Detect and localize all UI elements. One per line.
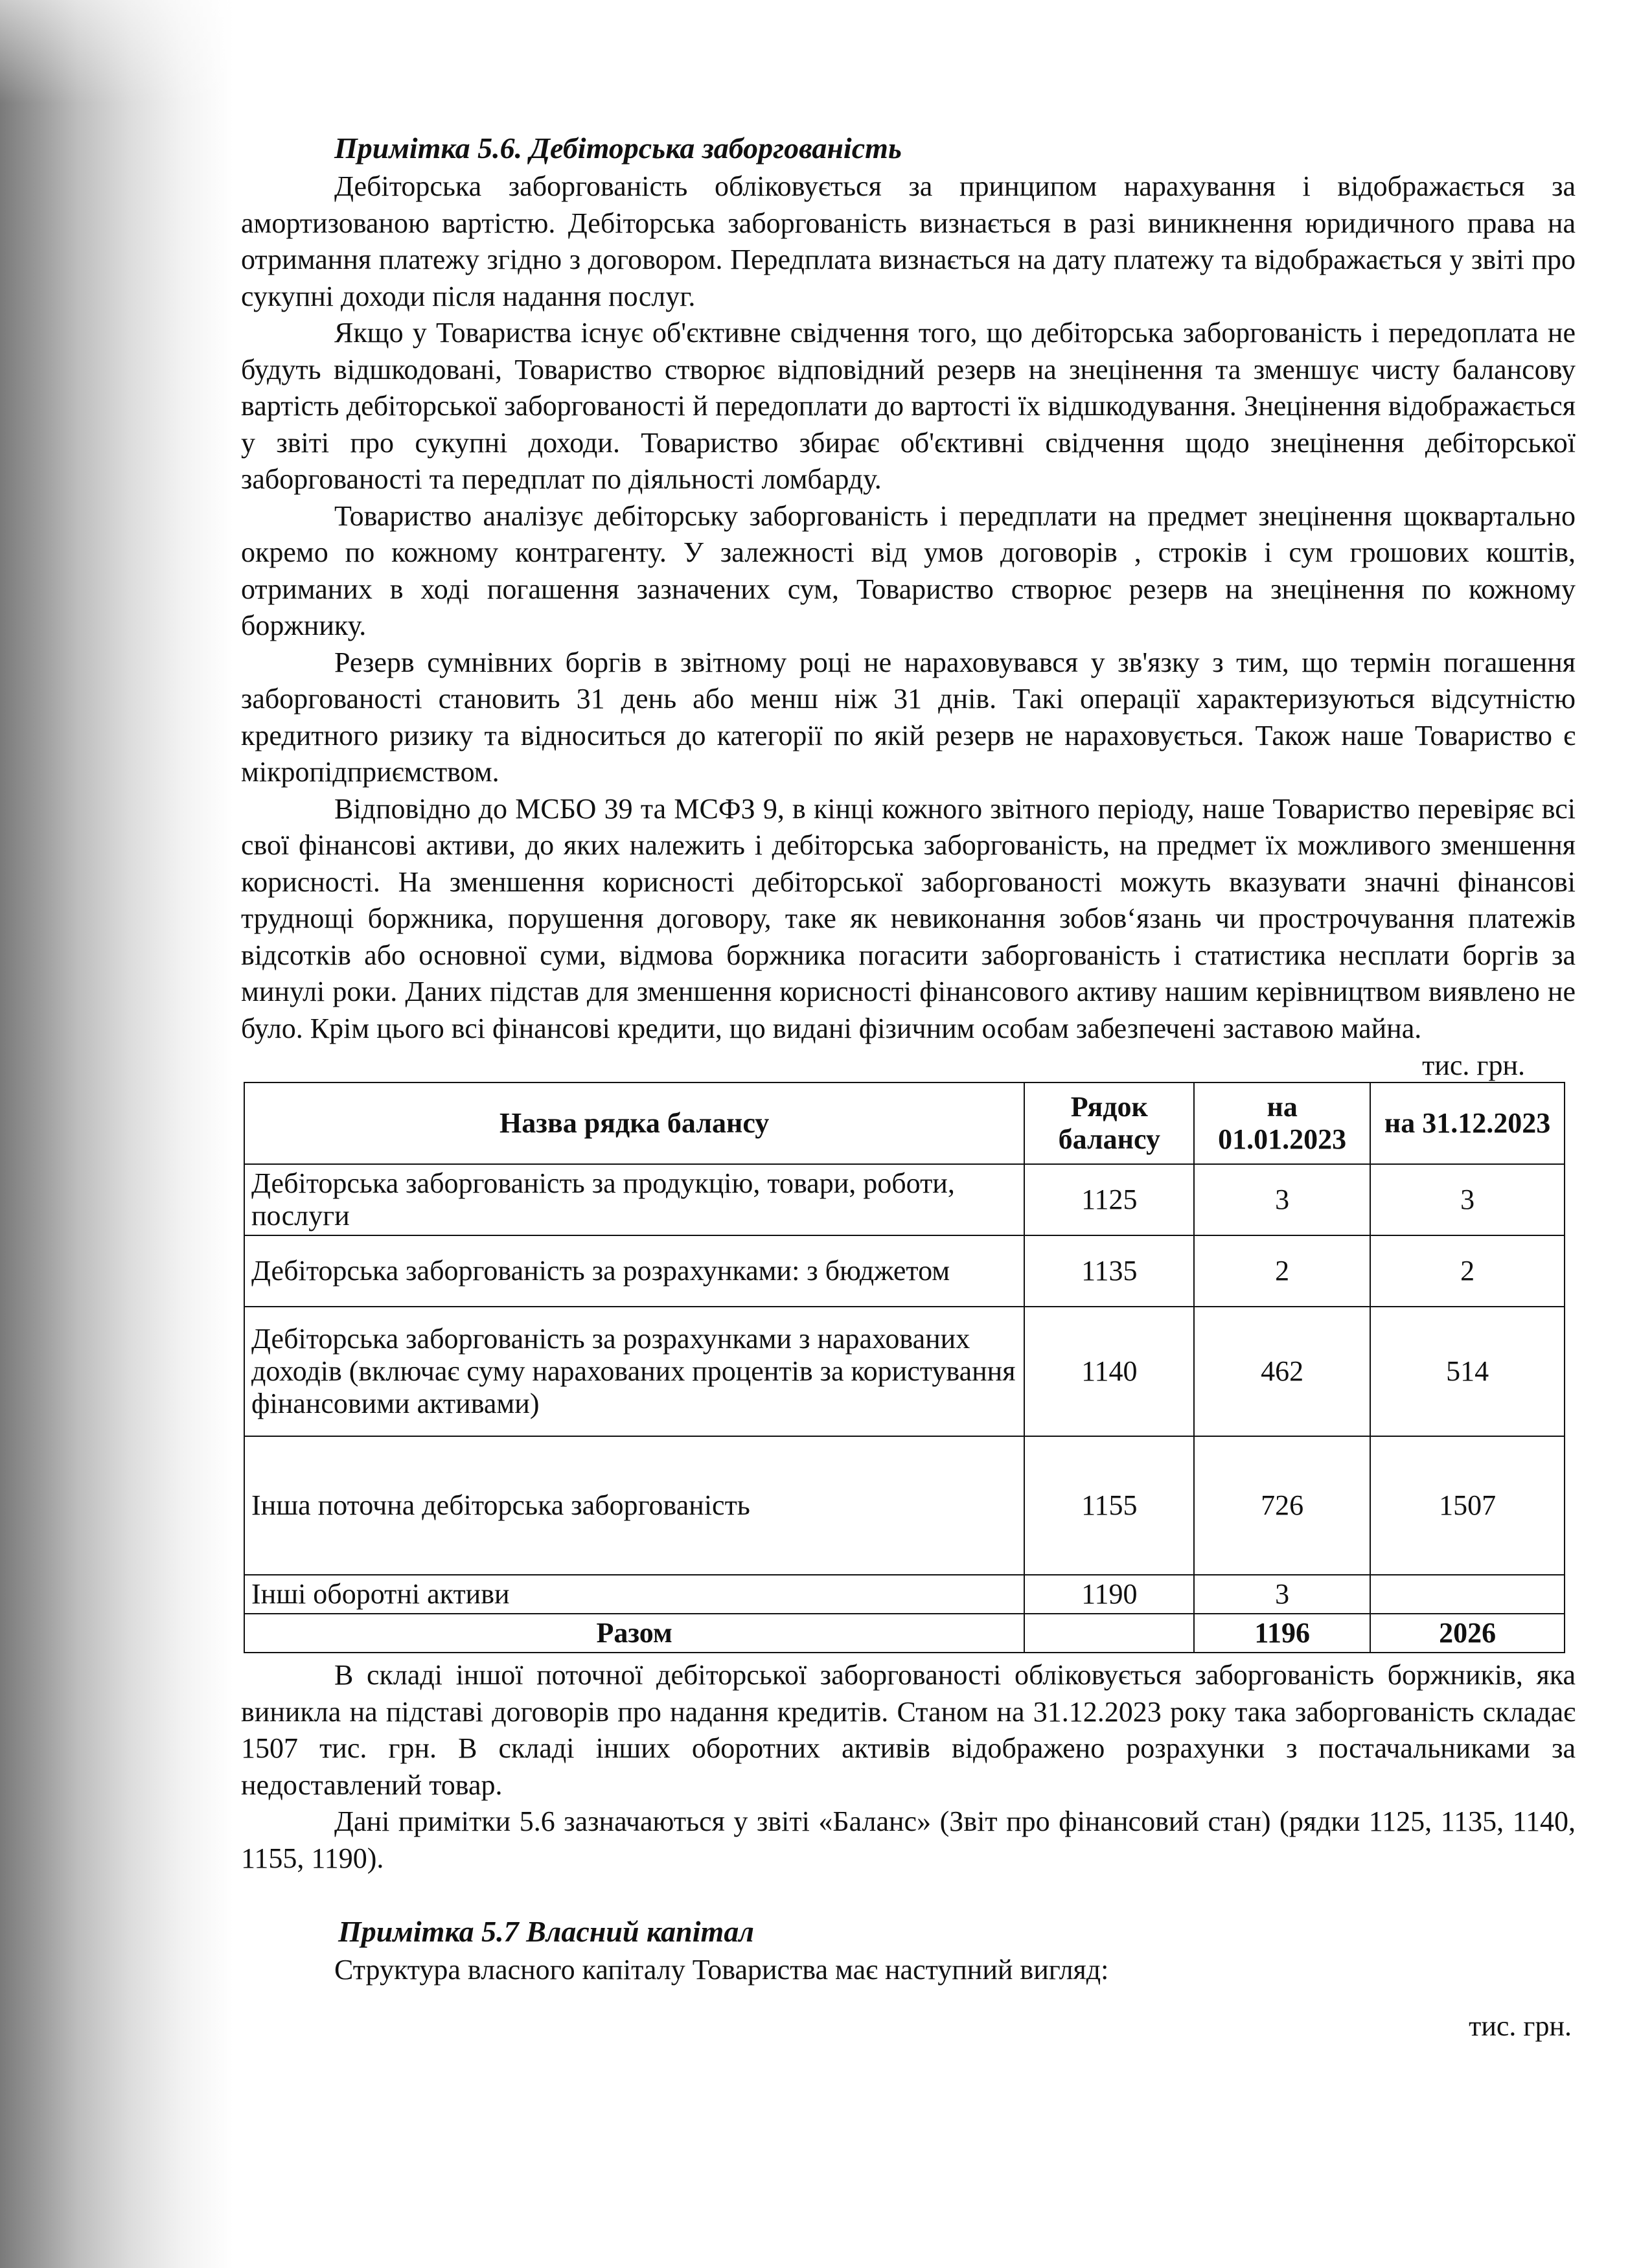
table-header-row xyxy=(244,1082,1565,1164)
table-total-row xyxy=(244,1614,1565,1653)
row-end-value: 2 xyxy=(1370,1235,1565,1307)
header-start-date: на 01.01.2023 xyxy=(1194,1082,1370,1164)
row-code: 1190 xyxy=(1024,1575,1194,1614)
header-line-code: Рядок балансу xyxy=(1024,1082,1194,1164)
receivables-table xyxy=(244,1082,1565,1653)
table-row xyxy=(244,1575,1565,1614)
row-end-value: 514 xyxy=(1370,1307,1565,1436)
total-label: Разом xyxy=(244,1614,1024,1653)
header-line-name: Назва рядка балансу xyxy=(244,1082,1024,1164)
total-end-value: 2026 xyxy=(1370,1614,1565,1653)
scan-shadow-top xyxy=(0,0,233,104)
table-unit-label: тис. грн. xyxy=(1422,1049,1525,1081)
note-5-6-after-paragraph-2: Дані примітки 5.6 зазначаються у звіті «Баланс» (Звіт про фінансовий стан) (рядки 1125, 1135, 1140, 1155, 1190). xyxy=(241,1805,1576,1874)
row-start-value: 462 xyxy=(1194,1307,1370,1436)
row-name: Інша поточна дебіторська заборгованість xyxy=(244,1436,1024,1575)
note-5-6-paragraph-3: Товариство аналізує дебіторську заборгованість і передплати на предмет знецінення щоквартально окремо по кожному контрагенту. У залежності від умов договорів , строків і сум грошових коштів, отриманих в ході погашення зазначених сум, Товариство створює резерв на знецінення по кожному боржнику. xyxy=(241,499,1576,641)
row-name: Дебіторська заборгованість за продукцію, товари, роботи, послуги xyxy=(244,1164,1024,1235)
note-5-6-paragraph-2: Якщо у Товариства існує об'єктивне свідчення того, що дебіторська заборгованість і передоплата не будуть відшкодовані, Товариство створює відповідний резерв на знецінення та зменшує чисту балансову вартість дебіторської заборгованості й передоплати до вартості їх відшкодування. Знецінення відображається у звіті про сукупні доходи. Товариство збирає об'єктивні свідчення щодо знецінення дебіторської заборгованості та передплат по діяльності ломбарду. xyxy=(241,317,1576,495)
table-row xyxy=(244,1307,1565,1436)
document-page xyxy=(241,130,1576,2045)
row-name: Дебіторська заборгованість за розрахунками з нарахованих доходів (включає суму нарахованих процентів за користування фінансовими активами) xyxy=(244,1307,1024,1436)
scan-shadow xyxy=(0,0,233,2268)
row-start-value: 3 xyxy=(1194,1164,1370,1235)
row-code: 1125 xyxy=(1024,1164,1194,1235)
row-start-value: 3 xyxy=(1194,1575,1370,1614)
note-5-6-paragraph-1: Дебіторська заборгованість обліковується за принципом нарахування і відображається за амортизованою вартістю. Дебіторська заборгованість визнається в разі виникнення юридичного права на отримання платежу згідно з договором. Передплата визнається на дату платежу та відображається у звіті про сукупні доходи після надання послуг. xyxy=(241,170,1576,312)
section-spacer xyxy=(241,1877,1576,1913)
note-5-6-heading: Примітка 5.6. Дебіторська заборгованість xyxy=(334,132,902,165)
total-empty-code xyxy=(1024,1614,1194,1653)
row-end-value: 3 xyxy=(1370,1164,1565,1235)
table-row xyxy=(244,1436,1565,1575)
row-code: 1135 xyxy=(1024,1235,1194,1307)
note-5-7-heading: Примітка 5.7 Власний капітал xyxy=(338,1915,754,1948)
row-end-value: 1507 xyxy=(1370,1436,1565,1575)
note-5-7-unit-label: тис. грн. xyxy=(1469,2010,1572,2042)
row-name: Дебіторська заборгованість за розрахунками: з бюджетом xyxy=(244,1235,1024,1307)
row-start-value: 726 xyxy=(1194,1436,1370,1575)
row-start-value: 2 xyxy=(1194,1235,1370,1307)
total-start-value: 1196 xyxy=(1194,1614,1370,1653)
note-5-6-paragraph-4: Резерв сумнівних боргів в звітному році не нараховувався у зв'язку з тим, що термін погашення заборгованості становить 31 день або менш ніж 31 днів. Такі операції характеризуються відсутністю кредитного ризику та відноситься до категорії по якій резерв не нараховується. Також наше Товариство є мікропідприємством. xyxy=(241,646,1576,788)
note-5-6-paragraph-5: Відповідно до МСБО 39 та МСФЗ 9, в кінці кожного звітного періоду, наше Товариство перевіряє всі свої фінансові активи, до яких належить і дебіторська заборгованість, на предмет їх можливого зменшення корисності. На зменшення корисності дебіторської заборгованості можуть вказувати значні фінансові труднощі боржника, порушення договору, таке як невиконання зобов‘язань чи прострочування платежів відсотків або основної суми, відмова боржника погасити заборгованість і статистика несплати боргів за минулі роки. Даних підстав для зменшення корисності фінансового активу нашим керівництвом виявлено не було. Крім цього всі фінансові кредити, що видані фізичним особам забезпечені заставою майна. xyxy=(241,792,1576,1044)
table-row xyxy=(244,1164,1565,1235)
note-5-6-after-paragraph-1: В складі іншої поточної дебіторської заборгованості обліковується заборгованість боржників, яка виникла на підставі договорів про надання кредитів. Станом на 31.12.2023 року така заборгованість складає 1507 тис. грн. В складі інших оборотних активів відображено розрахунки з постачальниками за недоставлений товар. xyxy=(241,1659,1576,1801)
table-row xyxy=(244,1235,1565,1307)
row-end-value xyxy=(1370,1575,1565,1614)
row-code: 1140 xyxy=(1024,1307,1194,1436)
note-5-7-intro: Структура власного капіталу Товариства має наступний вигляд: xyxy=(334,1954,1109,1986)
row-code: 1155 xyxy=(1024,1436,1194,1575)
row-name: Інші оборотні активи xyxy=(244,1575,1024,1614)
header-end-date: на 31.12.2023 xyxy=(1370,1082,1565,1164)
